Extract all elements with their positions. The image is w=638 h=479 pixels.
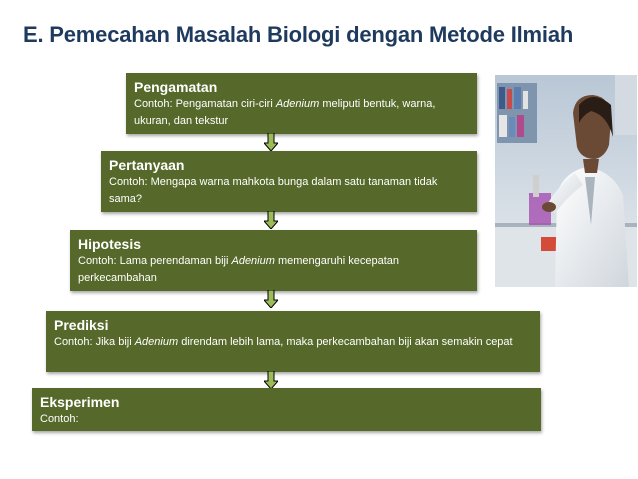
step-example: Contoh: Pengamatan ciri-ciri Adenium meliputi bentuk, warna, ukuran, dan tekstur (134, 98, 436, 127)
step-box-pertanyaan (101, 151, 477, 212)
step-heading: Pertanyaan (109, 157, 185, 173)
step-box-hipotesis (70, 230, 477, 291)
step-box-pengamatan (126, 73, 477, 134)
down-arrow-icon (264, 211, 278, 229)
scientist-lab-photo (495, 75, 637, 287)
step-example: Contoh: (40, 413, 79, 425)
step-heading: Hipotesis (78, 236, 142, 252)
step-box-prediksi (46, 311, 540, 372)
step-example: Contoh: Lama perendaman biji Adenium memengaruhi kecepatan perkecambahan (78, 255, 400, 284)
step-heading: Pengamatan (134, 79, 218, 95)
down-arrow-icon (264, 371, 278, 389)
page-title: E. Pemecahan Masalah Biologi dengan Metode Ilmiah (23, 22, 574, 47)
step-heading: Eksperimen (40, 394, 120, 410)
step-example: Contoh: Jika biji Adenium direndam lebih lama, maka perkecambahan biji akan semakin cepat (54, 336, 513, 348)
down-arrow-icon (264, 133, 278, 151)
step-box-eksperimen (32, 388, 541, 431)
down-arrow-icon (264, 290, 278, 308)
step-heading: Prediksi (54, 317, 109, 333)
step-example: Contoh: Mengapa warna mahkota bunga dalam satu tanaman tidak sama? (109, 176, 438, 205)
